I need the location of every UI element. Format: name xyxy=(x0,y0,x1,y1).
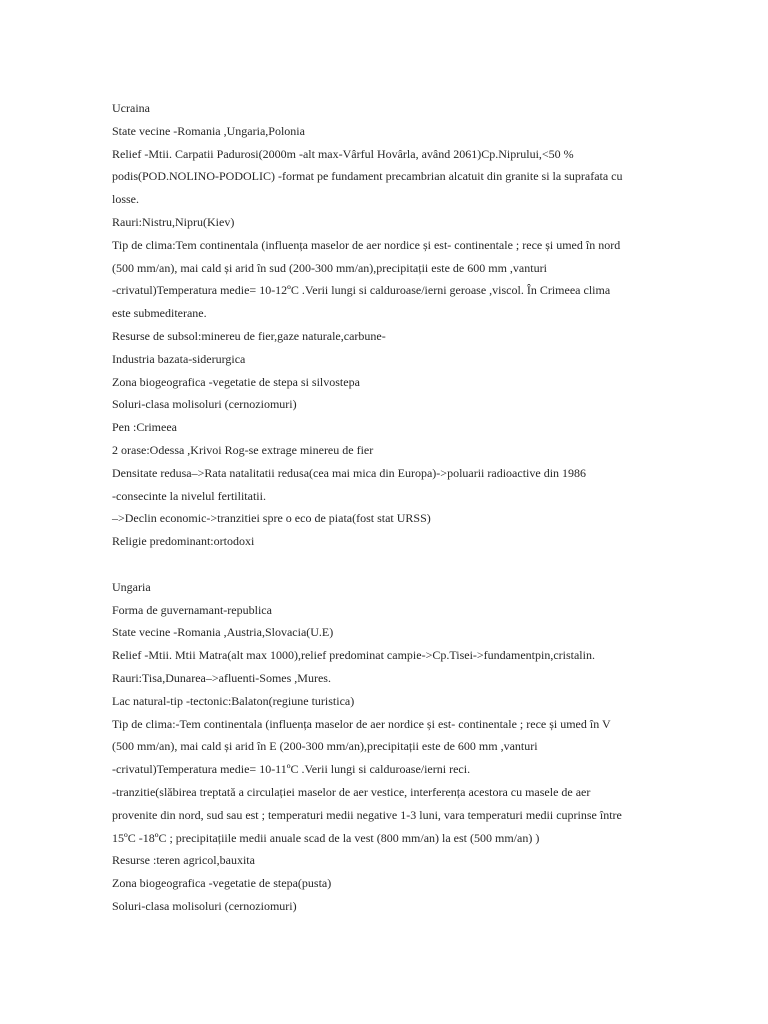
text-line: Forma de guvernamant-republica xyxy=(112,602,272,617)
text-line: Zona biogeografica -vegetatie de stepa(pusta) xyxy=(112,876,332,891)
text-line: Rauri:Nistru,Nipru(Kiev) xyxy=(112,214,235,229)
text-line: (500 mm/an), mai cald și arid în E (200-300 mm/an),precipitații este de 600 mm ,vanturi xyxy=(112,739,538,754)
text-line: 2 orase:Odessa ,Krivoi Rog-se extrage minereu de fier xyxy=(112,442,374,457)
text-line: Tip de clima:-Tem continentala (influența maselor de aer nordice și est- continentale ; rece și umed în V xyxy=(112,716,611,731)
text-line: –>Declin economic->tranzitiei spre o eco de piata(fost stat URSS) xyxy=(112,511,431,526)
text-line: losse. xyxy=(112,192,139,207)
text-line: 15ºC -18ºC ; precipitațiile medii anuale scad de la vest (800 mm/an) la est (500 mm/an) ) xyxy=(112,830,540,845)
section-gap xyxy=(112,553,652,576)
text-line: Tip de clima:Tem continentala (influența maselor de aer nordice și est- continentale ; rece și umed în nord xyxy=(112,237,621,252)
section-title-ukraine: Ucraina xyxy=(112,101,150,115)
text-line: -crivatul)Temperatura medie= 10-11ºC .Verii lungi si calduroase/ierni reci. xyxy=(112,762,471,777)
text-line: Industria bazata-siderurgica xyxy=(112,351,246,366)
text-line: Resurse de subsol:minereu de fier,gaze naturale,carbune- xyxy=(112,328,386,343)
text-line: Densitate redusa–>Rata natalitatii redusa(cea mai mica din Europa)->poluarii radioactive din 1986 xyxy=(112,465,587,480)
section-hungary xyxy=(112,576,652,918)
text-line: provenite din nord, sud sau est ; temperaturi medii negative 1-3 luni, vara temperaturi medii cuprinse între xyxy=(112,807,622,822)
document-body xyxy=(112,97,652,918)
text-line: este submediterane. xyxy=(112,306,207,321)
text-line: Soluri-clasa molisoluri (cernoziomuri) xyxy=(112,397,297,412)
section-title-hungary: Ungaria xyxy=(112,579,151,594)
text-line: Pen :Crimeea xyxy=(112,420,177,435)
text-line: Lac natural-tip -tectonic:Balaton(regiune turistica) xyxy=(112,693,355,708)
text-line: Relief -Mtii. Mtii Matra(alt max 1000),relief predominat campie->Cp.Tisei->fundamentpin,cristalin. xyxy=(112,648,595,663)
text-line: Soluri-clasa molisoluri (cernoziomuri) xyxy=(112,898,297,913)
text-line: -consecinte la nivelul fertilitatii. xyxy=(112,488,266,503)
text-line: -tranzitie(slăbirea treptată a circulației maselor de aer vestice, interferența acestora cu masele de aer xyxy=(112,784,591,799)
text-line: podis(POD.NOLINO-PODOLIC) -format pe fundament precambrian alcatuit din granite si la suprafata cu xyxy=(112,169,623,184)
text-line: Zona biogeografica -vegetatie de stepa si silvostepa xyxy=(112,374,360,389)
text-line: State vecine -Romania ,Austria,Slovacia(U.E) xyxy=(112,625,334,640)
text-line: Resurse :teren agricol,bauxita xyxy=(112,853,255,868)
section-ukraine xyxy=(112,97,652,553)
text-line: Rauri:Tisa,Dunarea–>afluenti-Somes ,Mures. xyxy=(112,670,331,685)
text-line: Relief -Mtii. Carpatii Padurosi(2000m -alt max-Vârful Hovârla, având 2061)Cp.Niprului,<50 % xyxy=(112,146,574,161)
text-line: State vecine -Romania ,Ungaria,Polonia xyxy=(112,123,305,138)
text-line: Religie predominant:ortodoxi xyxy=(112,534,255,549)
text-line: -crivatul)Temperatura medie= 10-12ºC .Verii lungi si calduroase/ierni geroase ,viscol. În Crimeea clima xyxy=(112,283,611,298)
text-line: (500 mm/an), mai cald și arid în sud (200-300 mm/an),precipitații este de 600 mm ,vanturi xyxy=(112,260,547,275)
